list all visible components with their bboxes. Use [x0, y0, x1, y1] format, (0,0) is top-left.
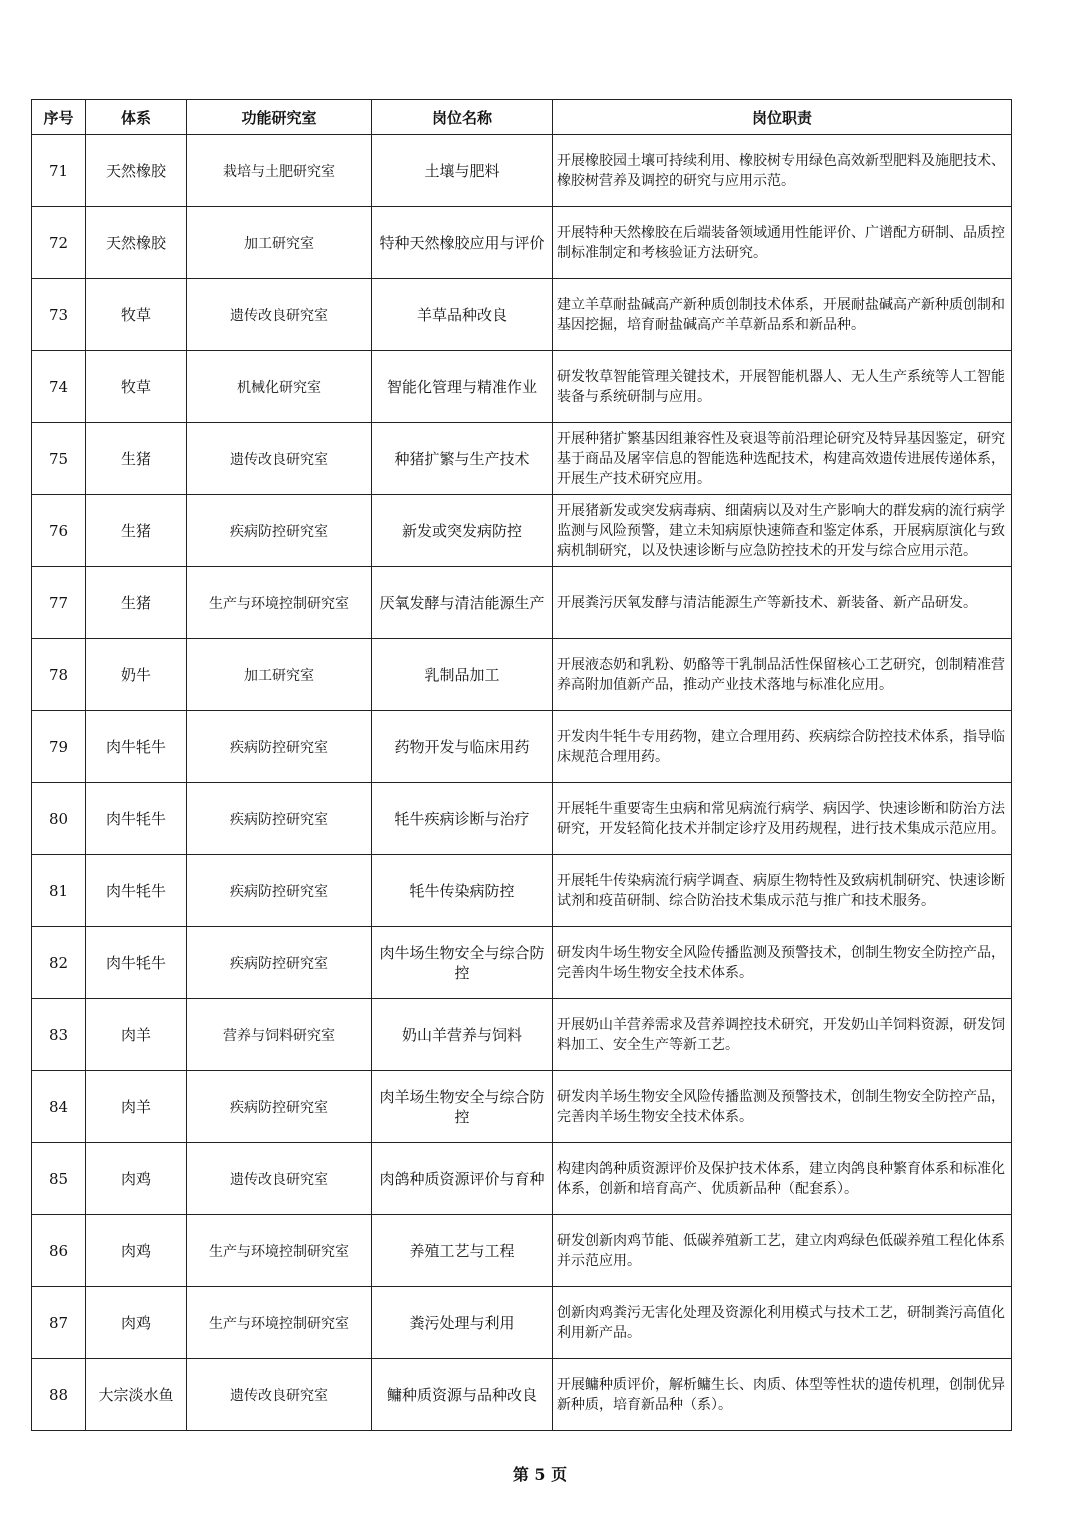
table-header-row — [32, 100, 1012, 135]
table-row — [32, 1215, 1012, 1287]
header-system: 体系 — [86, 100, 187, 135]
cell-seq: 83 — [32, 999, 86, 1071]
cell-duty: 建立羊草耐盐碱高产新种质创制技术体系，开展耐盐碱高产新种质创制和基因挖掘，培育耐盐碱高产羊草新品系和新品种。 — [553, 279, 1012, 351]
cell-seq: 80 — [32, 783, 86, 855]
cell-lab: 栽培与土肥研究室 — [187, 135, 372, 207]
table-row — [32, 423, 1012, 495]
cell-seq: 76 — [32, 495, 86, 567]
cell-lab: 生产与环境控制研究室 — [187, 1215, 372, 1287]
header-duty: 岗位职责 — [553, 100, 1012, 135]
cell-seq: 71 — [32, 135, 86, 207]
header-lab: 功能研究室 — [187, 100, 372, 135]
cell-position: 厌氧发酵与清洁能源生产 — [372, 567, 553, 639]
cell-seq: 82 — [32, 927, 86, 999]
cell-seq: 73 — [32, 279, 86, 351]
cell-duty: 开发肉牛牦牛专用药物，建立合理用药、疾病综合防控技术体系，指导临床规范合理用药。 — [553, 711, 1012, 783]
cell-lab: 加工研究室 — [187, 639, 372, 711]
table-row — [32, 351, 1012, 423]
cell-duty: 开展液态奶和乳粉、奶酪等干乳制品活性保留核心工艺研究，创制精准营养高附加值新产品，推动产业技术落地与标准化应用。 — [553, 639, 1012, 711]
cell-lab: 生产与环境控制研究室 — [187, 567, 372, 639]
cell-system: 肉牛牦牛 — [86, 711, 187, 783]
cell-seq: 87 — [32, 1287, 86, 1359]
table-row — [32, 999, 1012, 1071]
cell-position: 养殖工艺与工程 — [372, 1215, 553, 1287]
cell-duty: 开展粪污厌氧发酵与清洁能源生产等新技术、新装备、新产品研发。 — [553, 567, 1012, 639]
cell-system: 大宗淡水鱼 — [86, 1359, 187, 1431]
cell-position: 牦牛疾病诊断与治疗 — [372, 783, 553, 855]
cell-duty: 研发肉牛场生物安全风险传播监测及预警技术，创制生物安全防控产品，完善肉牛场生物安全技术体系。 — [553, 927, 1012, 999]
cell-position: 药物开发与临床用药 — [372, 711, 553, 783]
cell-lab: 生产与环境控制研究室 — [187, 1287, 372, 1359]
cell-system: 牧草 — [86, 351, 187, 423]
cell-seq: 84 — [32, 1071, 86, 1143]
cell-system: 生猪 — [86, 567, 187, 639]
cell-duty: 研发牧草智能管理关键技术，开展智能机器人、无人生产系统等人工智能装备与系统研制与应用。 — [553, 351, 1012, 423]
cell-seq: 79 — [32, 711, 86, 783]
table-row — [32, 927, 1012, 999]
cell-seq: 85 — [32, 1143, 86, 1215]
cell-duty: 研发创新肉鸡节能、低碳养殖新工艺，建立肉鸡绿色低碳养殖工程化体系并示范应用。 — [553, 1215, 1012, 1287]
cell-lab: 疾病防控研究室 — [187, 711, 372, 783]
cell-lab: 疾病防控研究室 — [187, 783, 372, 855]
cell-system: 肉牛牦牛 — [86, 927, 187, 999]
cell-duty: 开展特种天然橡胶在后端装备领域通用性能评价、广谱配方研制、品质控制标准制定和考核验证方法研究。 — [553, 207, 1012, 279]
cell-system: 奶牛 — [86, 639, 187, 711]
cell-lab: 疾病防控研究室 — [187, 495, 372, 567]
cell-duty: 开展牦牛传染病流行病学调查、病原生物特性及致病机制研究、快速诊断试剂和疫苗研制、综合防治技术集成示范与推广和技术服务。 — [553, 855, 1012, 927]
cell-position: 种猪扩繁与生产技术 — [372, 423, 553, 495]
cell-lab: 疾病防控研究室 — [187, 855, 372, 927]
cell-system: 肉鸡 — [86, 1287, 187, 1359]
job-table — [31, 99, 1012, 1431]
cell-system: 肉羊 — [86, 1071, 187, 1143]
cell-position: 肉鸽种质资源评价与育种 — [372, 1143, 553, 1215]
cell-seq: 75 — [32, 423, 86, 495]
table-row — [32, 639, 1012, 711]
table-row — [32, 855, 1012, 927]
cell-duty: 创新肉鸡粪污无害化处理及资源化利用模式与技术工艺，研制粪污高值化利用新产品。 — [553, 1287, 1012, 1359]
cell-position: 乳制品加工 — [372, 639, 553, 711]
cell-position: 粪污处理与利用 — [372, 1287, 553, 1359]
cell-system: 生猪 — [86, 495, 187, 567]
cell-lab: 遗传改良研究室 — [187, 1143, 372, 1215]
table-row — [32, 279, 1012, 351]
cell-system: 天然橡胶 — [86, 207, 187, 279]
cell-position: 牦牛传染病防控 — [372, 855, 553, 927]
cell-system: 生猪 — [86, 423, 187, 495]
cell-seq: 86 — [32, 1215, 86, 1287]
table-row — [32, 567, 1012, 639]
cell-duty: 开展橡胶园土壤可持续利用、橡胶树专用绿色高效新型肥料及施肥技术、橡胶树营养及调控的研究与应用示范。 — [553, 135, 1012, 207]
cell-seq: 74 — [32, 351, 86, 423]
cell-seq: 81 — [32, 855, 86, 927]
cell-duty: 开展猪新发或突发病毒病、细菌病以及对生产影响大的群发病的流行病学监测与风险预警，建立未知病原快速筛查和鉴定体系，开展病原演化与致病机制研究，以及快速诊断与应急防控技术的开发与综合应用示范。 — [553, 495, 1012, 567]
cell-seq: 77 — [32, 567, 86, 639]
cell-system: 肉牛牦牛 — [86, 783, 187, 855]
table-row — [32, 135, 1012, 207]
cell-position: 特种天然橡胶应用与评价 — [372, 207, 553, 279]
cell-position: 土壤与肥料 — [372, 135, 553, 207]
cell-duty: 开展鳙种质评价，解析鳙生长、肉质、体型等性状的遗传机理，创制优异新种质，培育新品种（系）。 — [553, 1359, 1012, 1431]
cell-system: 天然橡胶 — [86, 135, 187, 207]
table-body — [32, 135, 1012, 1431]
cell-lab: 加工研究室 — [187, 207, 372, 279]
cell-lab: 遗传改良研究室 — [187, 279, 372, 351]
cell-duty: 开展奶山羊营养需求及营养调控技术研究，开发奶山羊饲料资源，研发饲料加工、安全生产等新工艺。 — [553, 999, 1012, 1071]
cell-duty: 开展牦牛重要寄生虫病和常见病流行病学、病因学、快速诊断和防治方法研究，开发轻简化技术并制定诊疗及用药规程，进行技术集成示范应用。 — [553, 783, 1012, 855]
cell-lab: 疾病防控研究室 — [187, 927, 372, 999]
cell-system: 肉羊 — [86, 999, 187, 1071]
table-row — [32, 783, 1012, 855]
table-row — [32, 1359, 1012, 1431]
cell-lab: 遗传改良研究室 — [187, 1359, 372, 1431]
cell-seq: 88 — [32, 1359, 86, 1431]
cell-seq: 72 — [32, 207, 86, 279]
cell-duty: 开展种猪扩繁基因组兼容性及衰退等前沿理论研究及特异基因鉴定，研究基于商品及屠宰信息的智能选种选配技术，构建高效遗传进展传递体系，开展生产技术研究应用。 — [553, 423, 1012, 495]
header-seq: 序号 — [32, 100, 86, 135]
cell-duty: 研发肉羊场生物安全风险传播监测及预警技术，创制生物安全防控产品，完善肉羊场生物安全技术体系。 — [553, 1071, 1012, 1143]
cell-lab: 机械化研究室 — [187, 351, 372, 423]
table-row — [32, 1071, 1012, 1143]
cell-position: 鳙种质资源与品种改良 — [372, 1359, 553, 1431]
cell-duty: 构建肉鸽种质资源评价及保护技术体系，建立肉鸽良种繁育体系和标准化体系，创新和培育高产、优质新品种（配套系）。 — [553, 1143, 1012, 1215]
cell-lab: 遗传改良研究室 — [187, 423, 372, 495]
table-row — [32, 711, 1012, 783]
cell-system: 肉鸡 — [86, 1215, 187, 1287]
cell-position: 肉羊场生物安全与综合防控 — [372, 1071, 553, 1143]
cell-position: 羊草品种改良 — [372, 279, 553, 351]
cell-position: 新发或突发病防控 — [372, 495, 553, 567]
cell-position: 智能化管理与精准作业 — [372, 351, 553, 423]
cell-system: 牧草 — [86, 279, 187, 351]
cell-system: 肉牛牦牛 — [86, 855, 187, 927]
cell-seq: 78 — [32, 639, 86, 711]
cell-lab: 营养与饲料研究室 — [187, 999, 372, 1071]
header-position: 岗位名称 — [372, 100, 553, 135]
table-row — [32, 1287, 1012, 1359]
table-row — [32, 207, 1012, 279]
cell-position: 肉牛场生物安全与综合防控 — [372, 927, 553, 999]
table-row — [32, 495, 1012, 567]
table-row — [32, 1143, 1012, 1215]
page-number: 第 5 页 — [512, 1465, 568, 1484]
cell-system: 肉鸡 — [86, 1143, 187, 1215]
cell-position: 奶山羊营养与饲料 — [372, 999, 553, 1071]
cell-lab: 疾病防控研究室 — [187, 1071, 372, 1143]
